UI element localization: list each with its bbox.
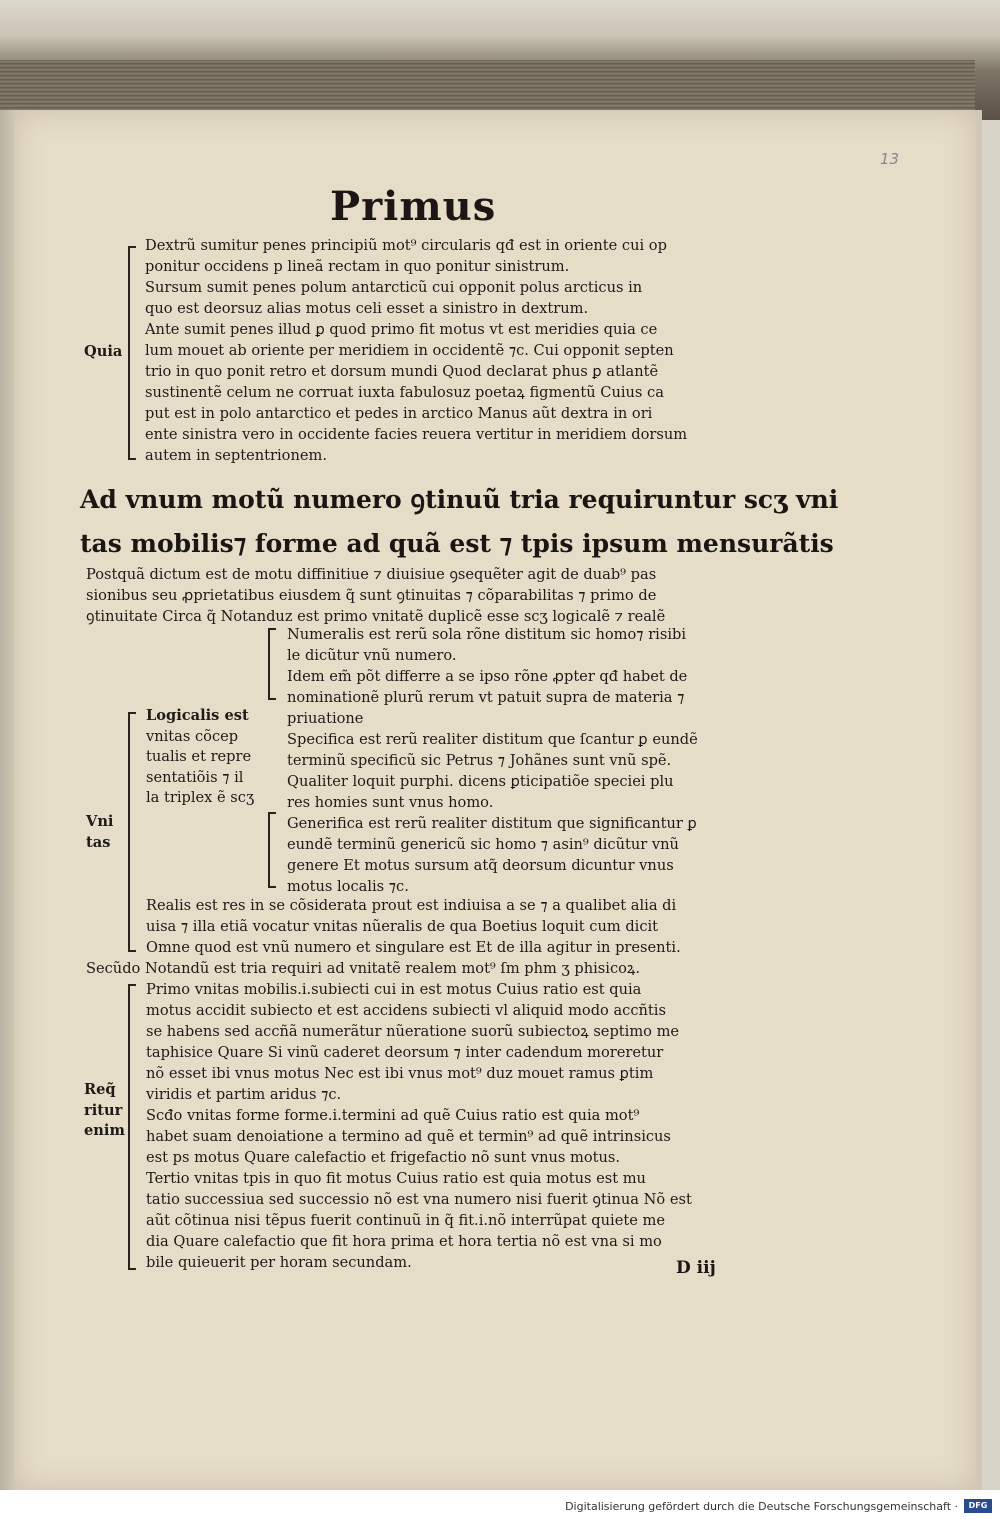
side-label-logicalis <box>146 706 254 809</box>
text-line: tatio successiua sed successio nõ est vna numero nisi fuerit ꝯtinua Nõ est <box>146 1191 692 1208</box>
label-line: tas <box>86 833 111 851</box>
label-line: vnitas cõcep <box>146 727 239 745</box>
text-line: eundẽ terminũ genericũ sic homo ⁊ asin⁹ dicũtur vnũ <box>287 836 679 853</box>
label-line: enim <box>84 1122 125 1140</box>
running-head: Primus <box>330 183 497 230</box>
text-line: est ps motus Quare calefactio et frigefactio nõ sunt vnus motus. <box>146 1149 621 1166</box>
text-line: motus localis ⁊c. <box>287 878 409 895</box>
text-line: Omne quod est vnũ numero et singulare est Et de illa agitur in presenti. <box>146 939 681 956</box>
text-line: Idem em̃ põt differre a se ipso rõne ꝓpter qđ habet de <box>287 668 688 685</box>
text-line: put est in polo antarctico et pedes in arctico Manus aũt dextra in ori <box>145 405 653 422</box>
text-line: Dextrũ sumitur penes principiũ mot⁹ circularis qđ est in oriente cui op <box>145 237 667 254</box>
text-line: viridis et partim aridus ⁊c. <box>146 1086 342 1103</box>
label-line: la triplex ẽ scʒ <box>146 789 255 807</box>
footer-credit: Digitalisierung gefördert durch die Deutsche Forschungsgemeinschaft · <box>565 1500 958 1513</box>
side-label-unitas <box>86 812 113 853</box>
text-line: ponitur occidens p lineã rectam in quo ponitur sinistrum. <box>145 258 570 275</box>
text-line: lum mouet ab oriente per meridiem in occidentẽ ⁊c. Cui opponit septen <box>145 342 674 359</box>
secundo-line: Secũdo Notandũ est tria requiri ad vnitatẽ realem mot⁹ ſm phm ʒ phisicoꝝ. <box>86 960 640 977</box>
signature-mark: D iij <box>676 1258 716 1278</box>
text-line: genere Et motus sursum atq̃ deorsum dicuntur vnus <box>287 857 674 874</box>
bracket-unitas <box>128 712 130 952</box>
bracket-generifica <box>268 812 270 888</box>
text-line: habet suam denoiatione a termino ad quẽ et termin⁹ ad quẽ intrinsicus <box>146 1128 671 1145</box>
text-line: quo est deorsuz alias motus celi esset a sinistro in dextrum. <box>145 300 589 317</box>
text-line: Ante sumit penes illud ꝑ quod primo fit motus vt est meridies quia ce <box>145 321 658 338</box>
text-line: Generifica est rerũ realiter distitum que significantur ꝑ <box>287 815 697 832</box>
bracket-numeralis <box>268 628 270 700</box>
folio-number: 13 <box>880 150 900 168</box>
text-line: nõ esset ibi vnus motus Nec est ibi vnus mot⁹ duz mouet ramus ꝑtim <box>146 1065 654 1082</box>
label-line: ritur <box>84 1101 123 1119</box>
text-line: ꝯtinuitate Circa q̃ Notanduz est primo vnitatẽ duplicẽ esse scʒ logicalẽ ⁊ realẽ <box>86 608 666 625</box>
section-heading-line2: tas mobilis⁊ forme ad quã est ⁊ tpis ipsum mensurãtis <box>80 529 834 558</box>
side-label-requiritur <box>84 1080 125 1142</box>
text-line: sustinentẽ celum ne corruat iuxta fabulosuz poetaꝝ figmentũ Cuius ca <box>145 384 664 401</box>
label-line: sentatiõis ⁊ il <box>146 768 244 786</box>
label-line: Req̃ <box>84 1081 116 1098</box>
text-line: Primo vnitas mobilis.i.subiecti cui in est motus Cuius ratio est quia <box>146 981 642 998</box>
text-line: ente sinistra vero in occidente facies reuera vertitur in meridiem dorsum <box>145 426 688 443</box>
dfg-logo-icon: DFG <box>964 1499 992 1513</box>
text-line: le dicũtur vnũ numero. <box>287 647 457 664</box>
text-line: taphisice Quare Si vinũ caderet deorsum ⁊ inter cadendum moreretur <box>146 1044 664 1061</box>
text-line: Qualiter loquit purphi. dicens ꝑticipatiõe speciei plu <box>287 773 674 790</box>
text-line: Scđo vnitas forme forme.i.termini ad quẽ Cuius ratio est quia mot⁹ <box>146 1107 640 1124</box>
text-line: sionibus seu ꝓprietatibus eiusdem q̃ sunt ꝯtinuitas ⁊ cõparabilitas ⁊ primo de <box>86 587 657 604</box>
text-line: Postquã dictum est de motu diffinitiue ⁊ diuisiue ꝯsequẽter agit de duab⁹ pas <box>86 566 657 583</box>
text-line: Realis est res in se cõsiderata prout est indiuisa a se ⁊ a qualibet alia di <box>146 897 677 914</box>
text-line: motus accidit subiecto et est accidens subiecti vl aliquid modo accñtis <box>146 1002 666 1019</box>
label-line: tualis et repre <box>146 748 252 766</box>
bracket-requiritur <box>128 984 130 1270</box>
text-line: Sursum sumit penes polum antarcticũ cui opponit polus arcticus in <box>145 279 643 296</box>
text-line: res homies sunt vnus homo. <box>287 794 494 811</box>
bracket-block1 <box>128 246 130 460</box>
text-line: Numeralis est rerũ sola rõne distitum sic homo⁊ risibi <box>287 626 687 643</box>
label-line: Logicalis est <box>146 707 249 724</box>
section-heading-line1: Ad vnum motũ numero ꝯtinuũ tria requiruntur scʒ vni <box>80 485 839 514</box>
text-line: uisa ⁊ illa etiã vocatur vnitas nũeralis de qua Boetius loquit cum dicit <box>146 918 659 935</box>
text-line: nominationẽ plurũ rerum vt patuit supra de materia ⁊ <box>287 689 685 706</box>
text-line: terminũ specificũ sic Petrus ⁊ Johãnes sunt vnũ spẽ. <box>287 752 672 769</box>
text-line: aũt cõtinua nisi tẽpus fuerit continuũ in q̃ fit.i.nõ interrũpat quiete me <box>146 1212 665 1229</box>
footer-bar <box>0 1490 1000 1524</box>
label-line: Vni <box>86 813 114 830</box>
text-line: bile quieuerit per horam secundam. <box>146 1254 412 1271</box>
side-label-quia: Quia <box>84 343 123 360</box>
text-line: se habens sed accñã numerãtur nũeratione suorũ subiectoꝝ septimo me <box>146 1023 680 1040</box>
text-line: autem in septentrionem. <box>145 447 327 464</box>
text-line: priuatione <box>287 710 364 727</box>
text-line: trio in quo ponit retro et dorsum mundi Quod declarat phus ꝑ atlantẽ <box>145 363 659 380</box>
text-line: Tertio vnitas tpis in quo fit motus Cuius ratio est quia motus est mu <box>146 1170 646 1187</box>
text-line: Specifica est rerũ realiter distitum que ſcantur ꝑ eundẽ <box>287 731 698 748</box>
text-line: dia Quare calefactio que fit hora prima et hora tertia nõ est vna si mo <box>146 1233 662 1250</box>
